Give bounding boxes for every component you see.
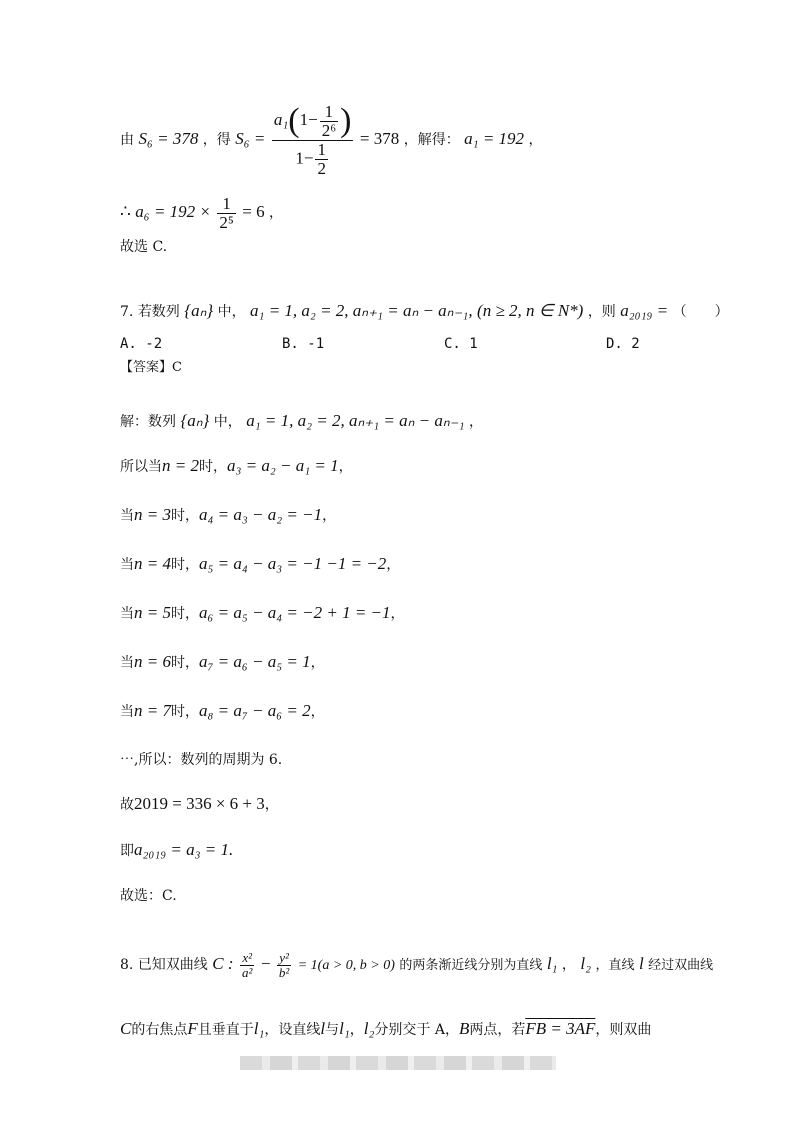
step-n: n = 5 bbox=[134, 603, 171, 622]
blurred-footer-watermark bbox=[240, 1056, 556, 1070]
step-n: n = 7 bbox=[134, 701, 171, 720]
q8-line2-t2: 且垂直于 bbox=[197, 1022, 254, 1038]
result-line bbox=[120, 840, 233, 861]
step-mid: 时， bbox=[198, 459, 227, 475]
solution-step bbox=[120, 701, 325, 722]
a6-frac-den: 2⁵ bbox=[219, 212, 234, 232]
q8-l2: l₂ bbox=[580, 954, 592, 973]
step-end: ， bbox=[386, 557, 401, 573]
q8-text2: 的两条渐近线分别为直线 bbox=[399, 958, 543, 973]
q8-comma: ， bbox=[561, 957, 576, 973]
s6-equation: S₆ = 378 bbox=[138, 129, 199, 148]
q7-sequence: {aₙ} bbox=[184, 301, 214, 320]
step-end: ， bbox=[338, 459, 353, 475]
q7-target: a₂₀₁₉ = bbox=[620, 301, 669, 320]
solution-intro-math: a₁ = 1, a₂ = 2, aₙ₊₁ = aₙ − aₙ₋₁ bbox=[246, 411, 465, 430]
step-equation: a₈ = a₇ − a₆ = 2 bbox=[198, 701, 311, 720]
q8-vector-equation: FB = 3AF bbox=[525, 1019, 596, 1038]
s6-inner-num: 1 bbox=[320, 103, 338, 122]
solution-intro bbox=[120, 408, 483, 434]
s6-fraction bbox=[272, 102, 354, 178]
s6-den-num: 1 bbox=[317, 139, 326, 159]
q8-line2-t5: ， bbox=[349, 1022, 364, 1038]
left-paren: ( bbox=[288, 102, 300, 140]
step-end: ， bbox=[310, 655, 325, 671]
q8-line2-f: F bbox=[187, 1019, 198, 1038]
a1-result: a₁ = 192 bbox=[464, 129, 525, 148]
answer-label: 【答案】C bbox=[120, 360, 182, 375]
a6-expression: a₆ = 192 × bbox=[135, 202, 211, 221]
q8-minus: − bbox=[260, 954, 271, 973]
step-equation: a₇ = a₆ − a₅ = 1 bbox=[198, 652, 311, 671]
question-8-number: 8. bbox=[120, 957, 134, 973]
s6-mid-text: ，得 bbox=[202, 132, 231, 148]
q7-text2: 中， bbox=[217, 304, 246, 320]
step-pre: 当 bbox=[120, 655, 134, 671]
solution-intro-end: ， bbox=[468, 414, 483, 430]
q8-line2-l1b: l₁ bbox=[339, 1019, 350, 1038]
right-paren: ) bbox=[340, 102, 352, 140]
s6-fraction-numerator bbox=[272, 102, 354, 141]
s6-den-den: 2 bbox=[317, 158, 326, 178]
q8-line2-b: B bbox=[458, 1019, 470, 1038]
mod-line bbox=[120, 794, 279, 815]
q8-line2-c: C bbox=[120, 1019, 132, 1038]
step-pre: 当 bbox=[120, 704, 134, 720]
solution-step bbox=[120, 652, 325, 673]
s6-inner-fraction bbox=[320, 103, 338, 140]
option-d: D. 2 bbox=[606, 336, 640, 352]
mod-equation: 2019 = 336 × 6 + 3 bbox=[134, 794, 265, 813]
step-end: ， bbox=[310, 704, 325, 720]
s6-den-fraction bbox=[315, 141, 328, 178]
step-end: ， bbox=[390, 606, 405, 622]
s6-inner-den: 2⁶ bbox=[321, 120, 337, 140]
q8-y-den: b² bbox=[278, 964, 290, 980]
option-c: C. 1 bbox=[444, 336, 478, 352]
step-n: n = 2 bbox=[162, 456, 199, 475]
q8-line2-t6: 分别交于 A， bbox=[374, 1022, 459, 1038]
step-pre: 当 bbox=[120, 606, 134, 622]
q8-y-num: y² bbox=[277, 951, 291, 966]
q7-text1: 若数列 bbox=[137, 304, 180, 320]
solution-intro-text: 解：数列 bbox=[120, 414, 176, 430]
q8-x-den: a² bbox=[241, 964, 253, 980]
q8-line2-l2: l₂ bbox=[363, 1019, 375, 1038]
question-7-number: 7. bbox=[120, 304, 134, 320]
s6-end: ， bbox=[528, 132, 543, 148]
step-equation: a₆ = a₅ − a₄ = −2 + 1 = −1 bbox=[198, 603, 391, 622]
q7-text3: ，则 bbox=[587, 304, 616, 320]
s6-lhs: S₆ = bbox=[235, 129, 266, 148]
step-mid: 时， bbox=[170, 704, 199, 720]
a6-fraction bbox=[217, 195, 235, 232]
s6-solve-text: ，解得： bbox=[403, 132, 460, 148]
step-n: n = 3 bbox=[134, 505, 171, 524]
a6-line bbox=[120, 190, 283, 234]
q8-x-num: x² bbox=[240, 951, 254, 966]
step-equation: a₄ = a₃ − a₂ = −1 bbox=[198, 505, 323, 524]
q8-line2-l1: l₁ bbox=[253, 1019, 265, 1038]
q8-line2-l: l bbox=[320, 1019, 326, 1038]
q8-y-fraction bbox=[277, 951, 291, 980]
solution-step bbox=[120, 554, 400, 575]
question-8-line2 bbox=[120, 1016, 651, 1042]
q8-x-fraction bbox=[240, 951, 254, 980]
q7-condition: a₁ = 1, a₂ = 2, aₙ₊₁ = aₙ − aₙ₋₁, bbox=[250, 301, 473, 320]
q8-text4: 经过双曲线 bbox=[648, 958, 714, 973]
step-pre: 当 bbox=[120, 508, 134, 524]
choose-c-first: 故选 C. bbox=[120, 239, 168, 255]
q8-text1: 已知双曲线 bbox=[137, 957, 208, 973]
q8-line2-t3: ，设直线 bbox=[264, 1022, 321, 1038]
step-mid: 时， bbox=[170, 508, 199, 524]
solution-step bbox=[120, 456, 353, 477]
q8-l1: l₁ bbox=[546, 954, 558, 973]
a6-result: = 6 bbox=[242, 202, 265, 221]
choose-c-second: 故选：C. bbox=[120, 888, 177, 904]
solution-intro-seq: {aₙ} bbox=[180, 411, 210, 430]
step-equation: a₅ = a₄ − a₃ = −1 −1 = −2 bbox=[198, 554, 387, 573]
s6-solution-line bbox=[120, 96, 543, 182]
step-pre: 所以当 bbox=[120, 459, 162, 475]
question-7 bbox=[120, 298, 729, 324]
s6-num-one-minus: 1− bbox=[299, 110, 318, 130]
solution-intro-mid: 中， bbox=[213, 414, 242, 430]
result-equation: a₂₀₁₉ = a₃ = 1. bbox=[134, 840, 234, 859]
q8-curve: C : bbox=[212, 954, 234, 973]
step-equation: a₃ = a₂ − a₁ = 1 bbox=[226, 456, 339, 475]
s6-rhs: = 378 bbox=[359, 129, 400, 148]
step-n: n = 4 bbox=[134, 554, 171, 573]
q8-l: l bbox=[638, 954, 644, 973]
question-8-line1 bbox=[120, 944, 713, 984]
q7-domain: (n ≥ 2, n ∈ N*) bbox=[477, 301, 584, 320]
result-pre: 即 bbox=[120, 843, 134, 859]
q8-text3: ，直线 bbox=[595, 958, 635, 973]
step-pre: 当 bbox=[120, 557, 134, 573]
step-mid: 时， bbox=[170, 557, 199, 573]
option-a: A. -2 bbox=[120, 336, 163, 352]
step-end: ， bbox=[322, 508, 337, 524]
period-statement: ⋯,所以：数列的周期为 6. bbox=[120, 752, 283, 768]
option-b: B. -1 bbox=[282, 336, 325, 352]
mod-end: ， bbox=[264, 797, 279, 813]
step-mid: 时， bbox=[170, 606, 199, 622]
solution-step bbox=[120, 505, 336, 526]
mod-pre: 故 bbox=[120, 797, 134, 813]
therefore-symbol: ∴ bbox=[120, 202, 131, 221]
solution-step bbox=[120, 603, 405, 624]
q7-answer-paren: （ ） bbox=[672, 304, 729, 320]
q8-line2-t7: 两点，若 bbox=[469, 1022, 526, 1038]
q8-line2-t4: 与 bbox=[325, 1022, 340, 1038]
a6-frac-num: 1 bbox=[217, 195, 235, 214]
q8-line2-t1: 的右焦点 bbox=[131, 1022, 188, 1038]
s6-lead-text: 由 bbox=[120, 132, 134, 148]
s6-fraction-denominator bbox=[272, 141, 354, 178]
q8-rhs: = 1(a > 0, b > 0) bbox=[297, 958, 395, 973]
step-mid: 时， bbox=[170, 655, 199, 671]
s6-num-a1: a₁ bbox=[273, 110, 289, 130]
a6-end: ， bbox=[269, 205, 284, 221]
s6-den-one-minus: 1− bbox=[295, 148, 314, 168]
step-n: n = 6 bbox=[134, 652, 171, 671]
q8-line2-t8: ，则双曲 bbox=[595, 1022, 652, 1038]
